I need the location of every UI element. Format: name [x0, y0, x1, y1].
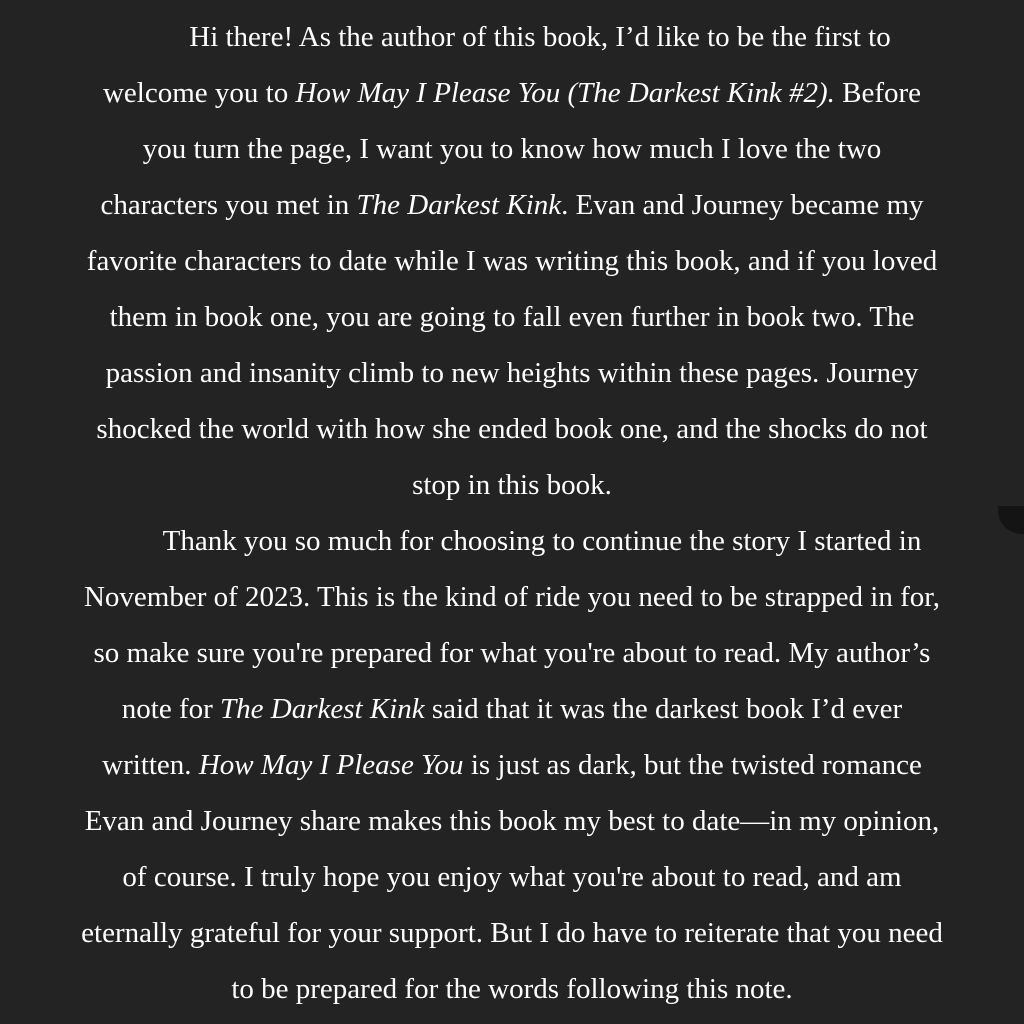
text-line	[0, 579, 1024, 615]
book-title-italic: The Darkest Kink	[220, 693, 425, 725]
text-span: so make sure you're prepared for what you're about to read. My author’s	[93, 637, 931, 669]
text-span: is just as dark, but the twisted romance	[463, 749, 922, 781]
text-line	[0, 131, 1024, 167]
text-line	[0, 523, 1024, 559]
text-line	[0, 635, 1024, 671]
book-title-italic: How May I Please You	[198, 749, 464, 781]
text-span: . Evan and Journey became my	[561, 189, 924, 221]
text-line	[0, 187, 1024, 223]
text-span: characters you met in	[100, 189, 357, 221]
book-title-italic: The Darkest Kink	[356, 189, 562, 221]
text-span: to be prepared for the words following this note.	[231, 973, 793, 1005]
text-span: eternally grateful for your support. But I do have to reiterate that you need	[81, 917, 943, 949]
text-span: you turn the page, I want you to know how much I love the two	[142, 133, 882, 165]
text-line	[0, 691, 1024, 727]
text-span: favorite characters to date while I was writing this book, and if you loved	[86, 245, 938, 277]
text-span: Thank you so much for choosing to continue the story I started in	[162, 525, 922, 557]
book-title-italic: How May I Please You (The Darkest Kink #2).	[295, 77, 835, 109]
text-span: Hi there! As the author of this book, I’d like to be the first to	[189, 21, 891, 53]
text-line	[0, 75, 1024, 111]
text-span: Before	[834, 77, 922, 109]
text-span: them in book one, you are going to fall even further in book two. The	[109, 301, 915, 333]
text-span: November of 2023. This is the kind of ride you need to be strapped in for,	[83, 581, 941, 613]
text-span: shocked the world with how she ended book one, and the shocks do not	[96, 413, 928, 445]
text-line	[0, 747, 1024, 783]
text-line	[0, 299, 1024, 335]
text-line	[0, 411, 1024, 447]
text-span: written.	[102, 749, 199, 781]
text-span: passion and insanity climb to new heights within these pages. Journey	[105, 357, 919, 389]
text-line	[0, 467, 1024, 503]
text-span: of course. I truly hope you enjoy what you're about to read, and am	[122, 861, 902, 893]
text-line	[0, 355, 1024, 391]
text-span: Evan and Journey share makes this book my best to date—in my opinion,	[84, 805, 940, 837]
text-line	[0, 803, 1024, 839]
text-span: welcome you to	[102, 77, 296, 109]
text-line	[0, 971, 1024, 1007]
text-line	[0, 915, 1024, 951]
text-line	[0, 19, 1024, 55]
text-span: note for	[121, 693, 221, 725]
text-span: stop in this book.	[412, 469, 612, 501]
text-line	[0, 859, 1024, 895]
text-span: said that it was the darkest book I’d ever	[424, 693, 903, 725]
text-line	[0, 243, 1024, 279]
